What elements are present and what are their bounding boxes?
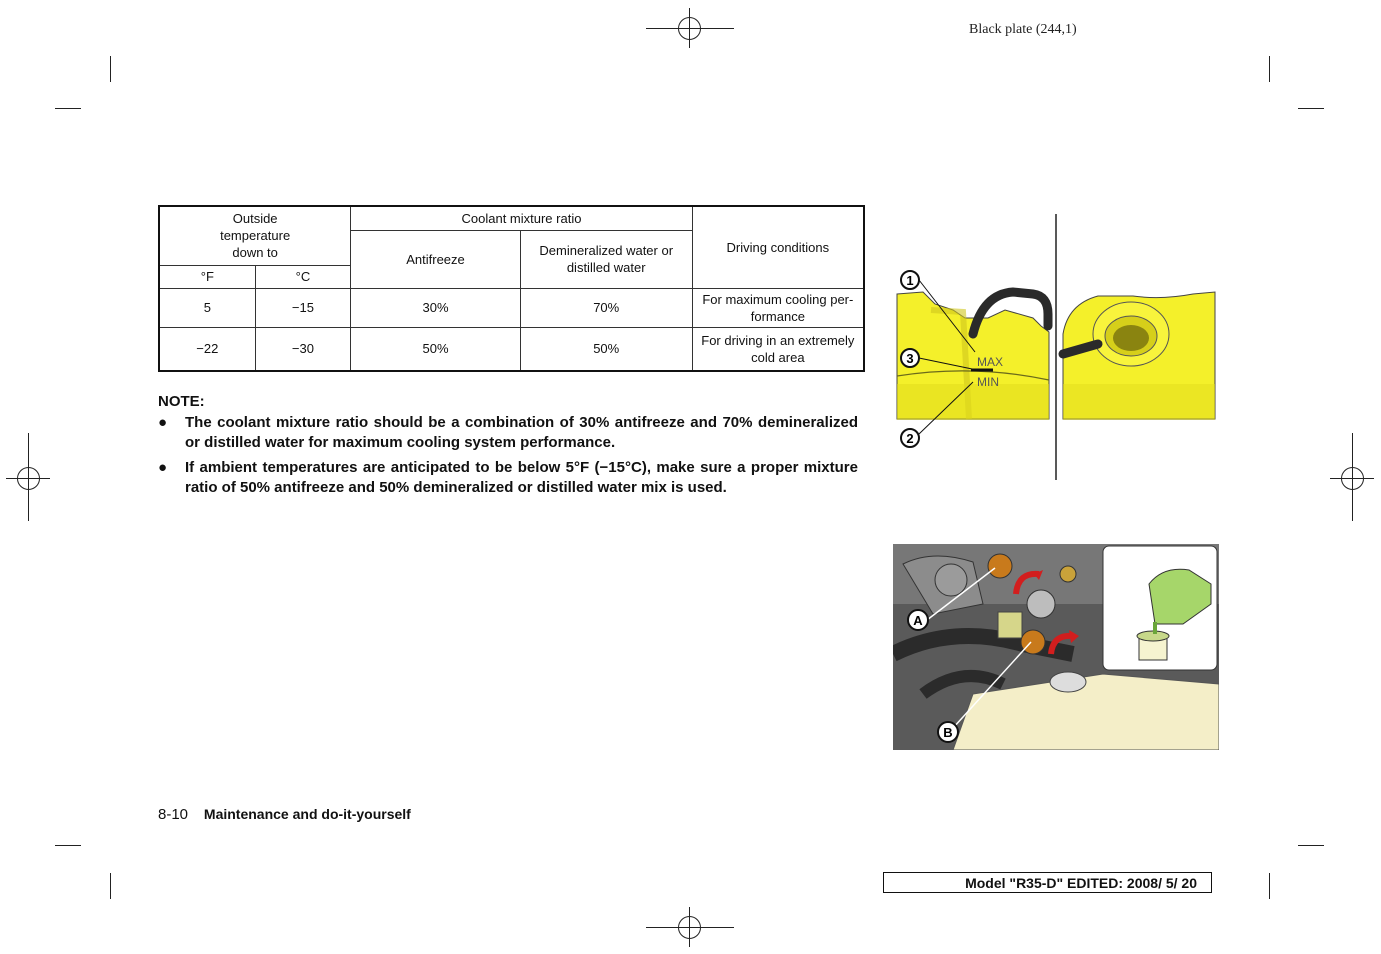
callout-2 (901, 429, 919, 447)
table-row (159, 288, 864, 327)
cell-condition-line2: cold area (751, 349, 805, 365)
header-driving-conditions: Driving conditions (692, 206, 864, 288)
note-text: If ambient temperatures are anticipated to be below 5°F (−15°C), make sure a proper mixture ratio of 50% antifreeze and 50% demineralized or distilled water mix is used. (185, 459, 858, 496)
callout-3-label: 3 (906, 351, 914, 366)
callout-3 (901, 349, 919, 367)
note-title: NOTE: (158, 393, 205, 410)
header-water-line2: distilled water (566, 260, 646, 275)
header-antifreeze: Antifreeze (351, 230, 520, 288)
header-water-line1: Demineralized water or (539, 243, 674, 258)
model-edited-box: Model "R35-D" EDITED: 2008/ 5/ 20 (883, 872, 1212, 893)
engine-bay-illustration (893, 544, 1219, 750)
header-water (520, 230, 692, 288)
callout-b (938, 722, 958, 742)
cell-condition (692, 288, 864, 327)
plate-label: Black plate (244,1) (969, 22, 1077, 37)
cell-antifreeze: 50% (351, 327, 520, 371)
callout-1-label: 1 (906, 273, 914, 288)
cell-antifreeze: 30% (351, 288, 520, 327)
callout-a-label: A (913, 613, 923, 628)
cell-condition-line2: formance (750, 308, 805, 324)
header-coolant-ratio: Coolant mixture ratio (351, 206, 692, 230)
callout-a (908, 610, 928, 630)
unit-celsius: °C (255, 265, 351, 288)
bullet-icon: ● (158, 414, 168, 431)
page-number: 8-10 (158, 806, 189, 823)
tank-min-label: MIN (977, 375, 999, 389)
cell-c: −15 (255, 288, 351, 327)
list-item (158, 413, 858, 453)
cell-water: 50% (520, 327, 692, 371)
cell-c: −30 (255, 327, 351, 371)
header-outside-line2: temperature (220, 228, 291, 244)
page-footer (158, 806, 411, 823)
tank-max-label: MAX (977, 355, 1004, 369)
callout-1 (901, 271, 919, 289)
bullet-icon: ● (158, 459, 168, 476)
callout-b-label: B (943, 725, 953, 740)
table-row (159, 327, 864, 371)
note-text: The coolant mixture ratio should be a combination of 30% antifreeze and 70% demineralized or distilled water for maximum cooling system performance. (185, 414, 858, 451)
header-outside-temperature (159, 206, 351, 265)
coolant-mixture-table (158, 205, 865, 372)
coolant-reservoir-illustration (893, 214, 1219, 484)
list-item (158, 458, 858, 498)
note-block (158, 392, 858, 503)
cell-f: −22 (159, 327, 255, 371)
cell-f: 5 (159, 288, 255, 327)
callout-2-label: 2 (906, 431, 914, 446)
cell-water: 70% (520, 288, 692, 327)
cell-condition-line1: For driving in an extremely (701, 332, 855, 348)
section-title: Maintenance and do-it-yourself (203, 806, 411, 822)
unit-fahrenheit: °F (159, 265, 255, 288)
header-outside-line3: down to (232, 245, 278, 261)
cell-condition (692, 327, 864, 371)
cell-condition-line1: For maximum cooling per- (702, 291, 854, 307)
header-outside-line1: Outside (232, 211, 278, 227)
